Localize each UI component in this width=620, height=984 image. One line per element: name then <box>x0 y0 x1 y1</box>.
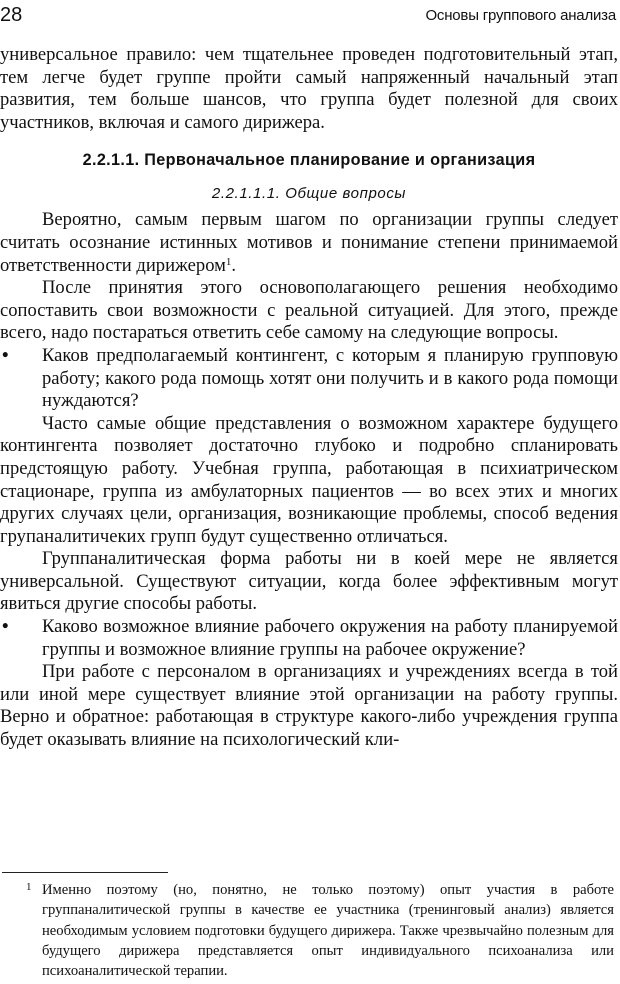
footnote-divider <box>2 872 168 873</box>
bullet-icon: • <box>2 344 9 366</box>
section-heading: 2.2.1.1. Первоначальное планирование и организация <box>82 151 536 170</box>
footnote-number: 1 <box>26 881 32 893</box>
bullet-text: Каково возможное влияние рабочего окружения на работу планируемой группы и возможное влияние группы на рабочее окружение? <box>42 616 618 660</box>
footnote-reference: 1 <box>225 255 232 268</box>
paragraph: При работе с персоналом в организациях и учреждениях всегда в той или иной мере существует влияние этой организации на работу группы. Верно и обратное: работающая в структуре какого-либо учреждения группа будет оказывать влияние на психологический кли- <box>0 661 618 751</box>
bullet-text: Каков предполагаемый контингент, с которым я планирую групповую работу; какого рода помощь хотят они получить и в какого рода помощи нуждаются? <box>42 344 618 412</box>
paragraph: После принятия этого основополагающего решения необходимо сопоставить свои возможности с реальной ситуацией. Для этого, прежде всего, надо постараться ответить себе самому на следующие вопросы. <box>0 277 618 344</box>
paragraph: Часто самые общие представления о возможном характере будущего контингента позволяет достаточно глубоко и подробно спланировать предстоящую работу. Учебная группа, работающая в психиатрическом стационаре, группа из амбулаторных пациентов — во всех этих и многих других случаях цели, организация, возникающие проблемы, способ ведения групаналитичеких групп будут существенно отличаться. <box>0 412 618 547</box>
running-header <box>0 2 616 30</box>
main-text <box>0 44 618 752</box>
bullet-icon: • <box>2 616 9 638</box>
bullet-item <box>0 616 618 661</box>
paragraph <box>0 209 618 277</box>
paragraph-continuation: универсальное правило: чем тщательнее проведен подготовительный этап, тем легче будет группе пройти самый напряженный начальный этап развития, тем больше шансов, что группа будет полезной для своих участников, включая и самого дирижера. <box>0 44 618 133</box>
running-title: Основы группового анализа <box>425 7 616 24</box>
paragraph: Группаналитическая форма работы ни в коей мере не является универсальной. Существуют ситуации, когда более эффективным могут явиться другие способы работы. <box>0 548 618 615</box>
footnote <box>0 880 614 981</box>
page-number: 28 <box>0 4 23 26</box>
subsection-heading: 2.2.1.1.1. Общие вопросы <box>211 185 407 203</box>
bullet-item <box>0 345 618 413</box>
footnote-text: Именно поэтому (но, понятно, не только поэтому) опыт участия в работе группаналитической группы в качестве ее участника (тренинговый анализ) является необходимым условием подготовки будущего дирижера. Также чрезвычайно полезным для будущего дирижера представляется опыт индивидуального психоанализа или психоаналитической терапии. <box>42 882 614 980</box>
paragraph-end: . <box>231 254 237 276</box>
paragraph-text: Вероятно, самым первым шагом по организации группы следует считать осознание истинных мотивов и понимание степени принимаемой ответственности дирижером <box>0 209 618 276</box>
